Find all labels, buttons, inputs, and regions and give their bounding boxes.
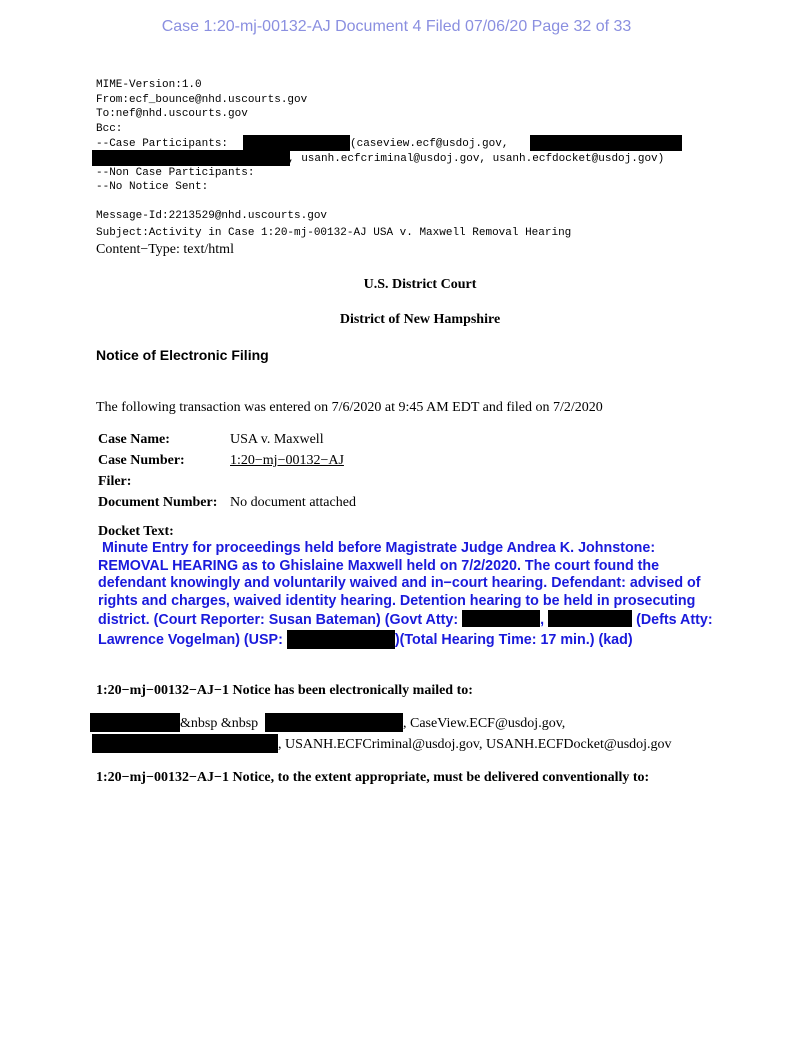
table-row bbox=[96, 474, 360, 495]
redaction-box bbox=[90, 713, 180, 732]
mailed-line2: , USANH.ECFCriminal@usdoj.gov, USANH.ECFDocket@usdoj.gov bbox=[278, 737, 672, 752]
docket-line bbox=[98, 610, 748, 630]
content-type: Content−Type: text/html bbox=[96, 242, 234, 257]
to-line: To:nef@nhd.uscourts.gov bbox=[96, 108, 248, 120]
filer-label: Filer: bbox=[98, 474, 132, 489]
case-name-label: Case Name: bbox=[98, 432, 170, 447]
docket-line bbox=[98, 630, 748, 650]
case-number-link[interactable]: 1:20−mj−00132−AJ bbox=[230, 453, 344, 468]
transaction-text: The following transaction was entered on 7/6/2020 at 9:45 AM EDT and filed on 7/2/2020 bbox=[96, 400, 603, 415]
district-name: District of New Hampshire bbox=[339, 312, 501, 327]
document-number-label: Document Number: bbox=[98, 495, 218, 510]
case-number-label: Case Number: bbox=[98, 453, 185, 468]
docket-line: Minute Entry for proceedings held before Magistrate Judge Andrea K. Johnstone: bbox=[98, 540, 656, 556]
conventional-heading: 1:20−mj−00132−AJ−1 Notice, to the extent appropriate, must be delivered conventionally to: bbox=[96, 770, 650, 785]
case-name-value: USA v. Maxwell bbox=[230, 432, 324, 447]
mailed-nbsp: &nbsp &nbsp bbox=[180, 716, 259, 731]
case-info-table bbox=[96, 432, 360, 516]
mailed-line1: , CaseView.ECF@usdoj.gov, bbox=[403, 716, 566, 731]
docket-line-part: district. (Court Reporter: Susan Bateman) (Govt Atty: bbox=[98, 612, 459, 628]
case-participants-label: --Case Participants: bbox=[96, 138, 229, 150]
mailed-heading: 1:20−mj−00132−AJ−1 Notice has been electronically mailed to: bbox=[96, 683, 473, 698]
docket-text-label: Docket Text: bbox=[98, 524, 174, 539]
case-participants-line1: (caseview.ecf@usdoj.gov, bbox=[350, 138, 509, 150]
table-row bbox=[96, 432, 360, 453]
subject-line: Subject:Activity in Case 1:20-mj-00132-AJ USA v. Maxwell Removal Hearing bbox=[96, 227, 572, 239]
redaction-box bbox=[265, 713, 403, 732]
court-name: U.S. District Court bbox=[363, 277, 477, 292]
redaction-box bbox=[462, 610, 540, 627]
page-header: Case 1:20-mj-00132-AJ Document 4 Filed 07/06/20 Page 32 of 33 bbox=[161, 18, 632, 35]
docket-line: REMOVAL HEARING as to Ghislaine Maxwell held on 7/2/2020. The court found the bbox=[98, 557, 660, 574]
case-participants-line2: , usanh.ecfcriminal@usdoj.gov, usanh.ecfdocket@usdoj.gov) bbox=[288, 153, 665, 165]
redaction-box bbox=[530, 135, 682, 151]
docket-line-part: (Defts Atty: bbox=[636, 612, 713, 628]
docket-line: rights and charges, waived identity hearing. Detention hearing to be held in prosecuting bbox=[98, 592, 696, 609]
redaction-box bbox=[92, 734, 278, 753]
table-row bbox=[96, 453, 360, 474]
nef-title: Notice of Electronic Filing bbox=[96, 347, 269, 363]
non-case-participants: --Non Case Participants: bbox=[96, 167, 255, 179]
docket-text bbox=[98, 540, 748, 649]
document-number-value: No document attached bbox=[230, 495, 356, 510]
docket-line-part: , bbox=[540, 612, 545, 628]
redaction-box bbox=[92, 150, 290, 166]
docket-line-part: Lawrence Vogelman) (USP: bbox=[98, 631, 283, 648]
docket-line: defendant knowingly and voluntarily waived and in−court hearing. Defendant: advised of bbox=[98, 575, 701, 591]
redaction-box bbox=[243, 135, 350, 151]
from-line: From:ecf_bounce@nhd.uscourts.gov bbox=[96, 94, 308, 106]
message-id: Message-Id:2213529@nhd.uscourts.gov bbox=[96, 210, 328, 222]
no-notice-sent: --No Notice Sent: bbox=[96, 181, 209, 193]
bcc-line: Bcc: bbox=[96, 123, 123, 135]
table-row bbox=[96, 495, 360, 516]
docket-line-part: )(Total Hearing Time: 17 min.) (kad) bbox=[394, 631, 633, 648]
mime-version: MIME-Version:1.0 bbox=[96, 79, 202, 91]
filer-value bbox=[228, 474, 360, 495]
redaction-box bbox=[548, 610, 632, 627]
redaction-box bbox=[287, 630, 395, 649]
